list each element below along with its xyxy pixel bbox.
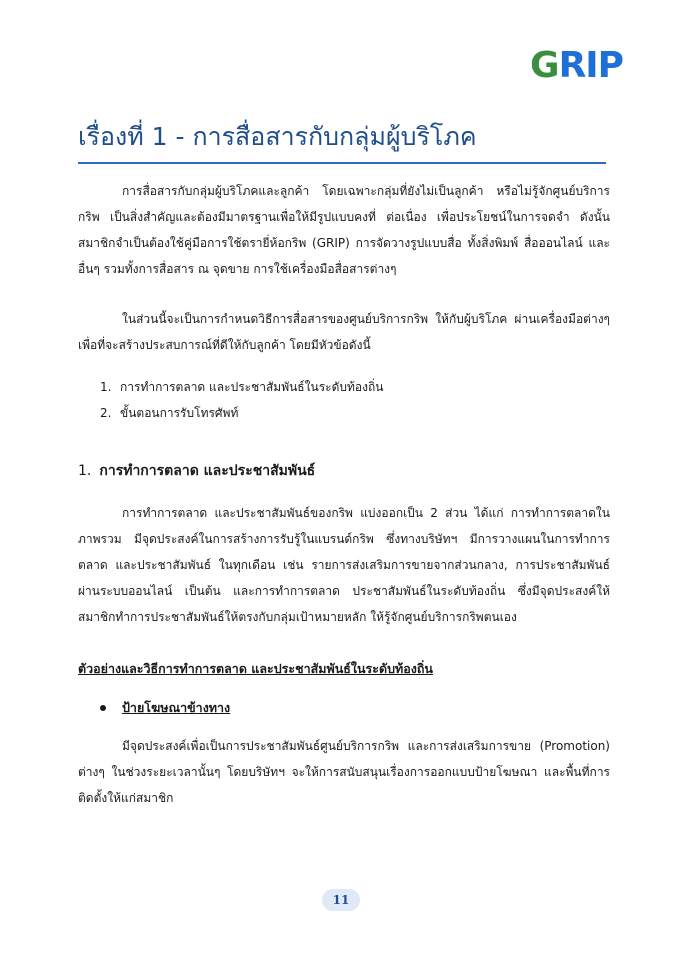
grip-logo xyxy=(530,46,623,86)
page-number: 11 xyxy=(322,889,360,911)
section-heading xyxy=(78,459,315,483)
list-item xyxy=(100,374,383,400)
list-item-label: การทำการตลาด และประชาสัมพันธ์ในระดับท้องถิ่น xyxy=(120,380,384,394)
logo-rip: RIP xyxy=(558,45,624,86)
section-paragraph: การทำการตลาด และประชาสัมพันธ์ของกริพ แบ่งออกเป็น 2 ส่วน ได้แก่ การทำการตลาดในภาพรวม มีจุดประสงค์ในการสร้างการรับรู้ในแบรนด์กริพ ซึ่งทางบริษัทฯ มีการวางแผนในการทำการตลาด และประชาสัมพันธ์ ในทุกเดือน เช่น รายการส่งเสริมการขายจากส่วนกลาง, การประชาสัมพันธ์ผ่านระบบออนไลน์ เป็นต้น และการทำการตลาด ประชาสัมพันธ์ในระดับท้องถิ่น ซึ่งมีจุดประสงค์ให้สมาชิกทำการประชาสัมพันธ์ให้ตรงกับกลุ่มเป้าหมายหลัก ให้รู้จักศูนย์บริการกริพตนเอง xyxy=(78,506,610,624)
list-item xyxy=(100,400,383,426)
list-item-label: ขั้นตอนการรับโทรศัพท์ xyxy=(120,406,239,420)
intro-paragraph-2: ในส่วนนี้จะเป็นการกำหนดวิธีการสื่อสารของศูนย์บริการกริพ ให้กับผู้บริโภค ผ่านเครื่องมือต่างๆ เพื่อที่จะสร้างประสบการณ์ที่ดีให้กับลูกค้า โดยมีหัวข้อดังนี้ xyxy=(78,312,610,352)
title-divider xyxy=(78,162,606,164)
subheading: ตัวอย่างและวิธีการทำการตลาด และประชาสัมพันธ์ในระดับท้องถิ่น xyxy=(78,661,433,676)
bullet-dot-icon xyxy=(100,705,106,711)
section-number: 1. xyxy=(78,463,92,479)
bullet-paragraph: มีจุดประสงค์เพื่อเป็นการประชาสัมพันธ์ศูนย์บริการกริพ และการส่งเสริมการขาย (Promotion) ต่างๆ ในช่วงระยะเวลานั้นๆ โดยบริษัทฯ จะให้การสนับสนุนเรื่องการออกแบบป้ายโฆษณา และพื้นที่การติดตั้งให้แก่สมาชิก xyxy=(78,739,610,805)
list-item-number: 2. xyxy=(100,406,112,420)
topic-list xyxy=(100,374,383,426)
section-title: การทำการตลาด และประชาสัมพันธ์ xyxy=(99,463,316,479)
logo-g: G xyxy=(530,45,559,86)
page-title: เรื่องที่ 1 - การสื่อสารกับกลุ่มผู้บริโภค xyxy=(78,122,477,151)
list-item-number: 1. xyxy=(100,380,112,394)
intro-paragraph-1: การสื่อสารกับกลุ่มผู้บริโภคและลูกค้า โดยเฉพาะกลุ่มที่ยังไม่เป็นลูกค้า หรือไม่รู้จักศูนย์บริการกริพ เป็นสิ่งสำคัญและต้องมีมาตรฐานเพื่อให้มีรูปแบบคงที่ ต่อเนื่อง เพื่อประโยชน์ในการจดจำ ดังนั้น สมาชิกจำเป็นต้องใช้คู่มือการใช้ตรายี่ห้อกริพ (GRIP) การจัดวางรูปแบบสื่อ ทั้งสิ่งพิมพ์ สื่อออนไลน์ และอื่นๆ รวมทั้งการสื่อสาร ณ จุดขาย การใช้เครื่องมือสื่อสารต่างๆ xyxy=(78,184,610,276)
bullet-item xyxy=(100,698,230,718)
bullet-item-label: ป้ายโฆษณาข้างทาง xyxy=(122,700,231,715)
